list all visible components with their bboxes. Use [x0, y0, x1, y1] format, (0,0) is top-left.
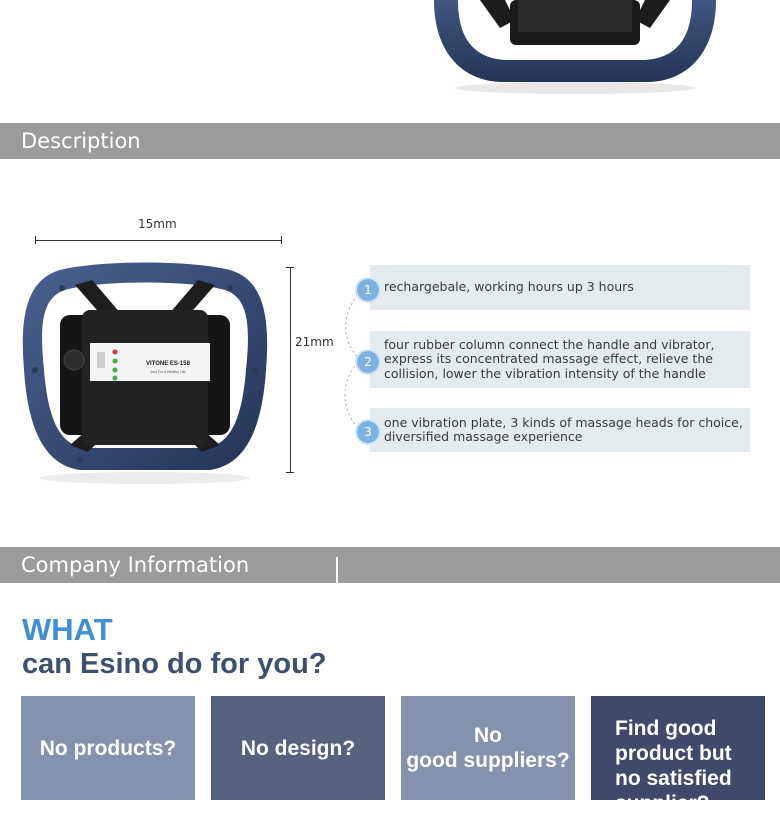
device-brand-label: VITONE ES-158 — [146, 361, 190, 367]
massager-device-image — [20, 260, 270, 485]
dimension-tick — [286, 267, 294, 268]
feature-number-badge: 2 — [355, 349, 381, 375]
feature-text: rechargebale, working hours up 3 hours — [384, 279, 634, 295]
card-label: No good suppliers? — [406, 724, 570, 772]
dimension-tick — [286, 472, 294, 473]
card-label: No design? — [240, 736, 356, 760]
feature-number-badge: 1 — [355, 277, 381, 303]
device-tagline: Just For A Healthy Life — [150, 370, 186, 374]
dimension-tick — [35, 236, 36, 244]
service-card-find-supplier[interactable] — [591, 696, 765, 815]
what-heading: WHAT — [22, 612, 113, 647]
feature-number-badge: 3 — [355, 419, 381, 445]
dimension-height-label: 21mm — [295, 335, 334, 349]
card-label: No products? — [39, 736, 177, 760]
section-title-company: Company Information — [21, 553, 250, 577]
dimension-width-line — [35, 240, 282, 241]
service-card-no-design[interactable] — [211, 696, 385, 800]
what-subheading: can Esino do for you? — [22, 648, 327, 680]
feature-text: one vibration plate, 3 kinds of massage heads for choice, diversified massage experience — [384, 414, 743, 444]
dimension-tick — [281, 236, 282, 244]
dimension-width-label: 15mm — [138, 217, 177, 231]
section-bar-description — [0, 123, 780, 159]
dimension-height-line — [290, 267, 291, 473]
section-divider — [336, 557, 338, 583]
feature-item-3 — [370, 408, 750, 452]
feature-text: four rubber column connect the handle and vibrator, express its concentrated massage effect, relieve the collision, lower the vibration intensity of the handle — [384, 336, 715, 381]
section-title-description: Description — [21, 129, 141, 153]
service-card-no-products[interactable] — [21, 696, 195, 800]
feature-item-1 — [370, 265, 750, 310]
section-bar-company — [0, 547, 780, 583]
feature-item-2 — [370, 331, 750, 388]
card-label: Find good product but no satisfied supplier? — [615, 717, 732, 815]
service-card-no-suppliers[interactable] — [401, 696, 575, 800]
product-image-top — [420, 0, 730, 95]
